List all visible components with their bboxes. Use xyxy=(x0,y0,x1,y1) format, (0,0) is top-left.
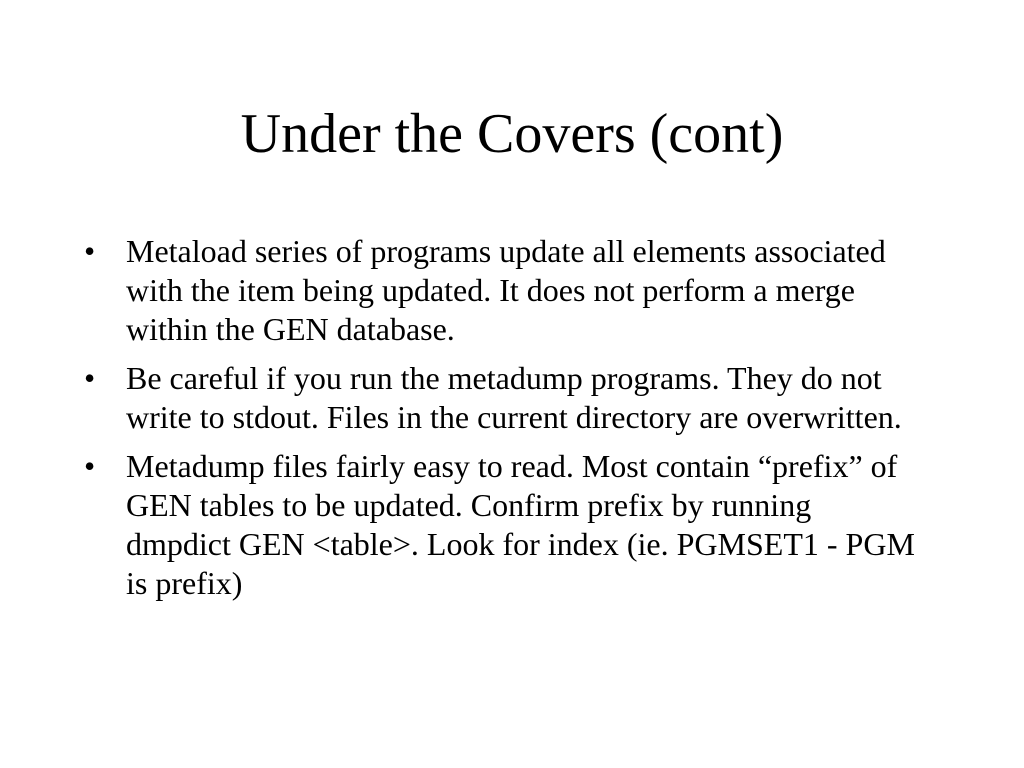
bullet-icon: • xyxy=(84,360,96,396)
bullet-list xyxy=(84,232,924,613)
bullet-text: Metaload series of programs update all elements associated with the item being updated. It does not perform a merge within the GEN database. xyxy=(126,233,886,347)
bullet-item-1 xyxy=(84,232,924,349)
bullet-icon: • xyxy=(84,233,96,269)
bullet-icon: • xyxy=(84,448,96,484)
bullet-item-2 xyxy=(84,359,924,437)
bullet-text: Be careful if you run the metadump programs. They do not write to stdout. Files in the current directory are overwritten. xyxy=(126,360,902,435)
bullet-text: Metadump files fairly easy to read. Most contain “prefix” of GEN tables to be updated. Confirm prefix by running dmpdict GEN <table>. Look for index (ie. PGMSET1 - PGM is prefix) xyxy=(126,448,915,601)
bullet-item-3 xyxy=(84,447,924,603)
slide-title: Under the Covers (cont) xyxy=(240,103,784,165)
